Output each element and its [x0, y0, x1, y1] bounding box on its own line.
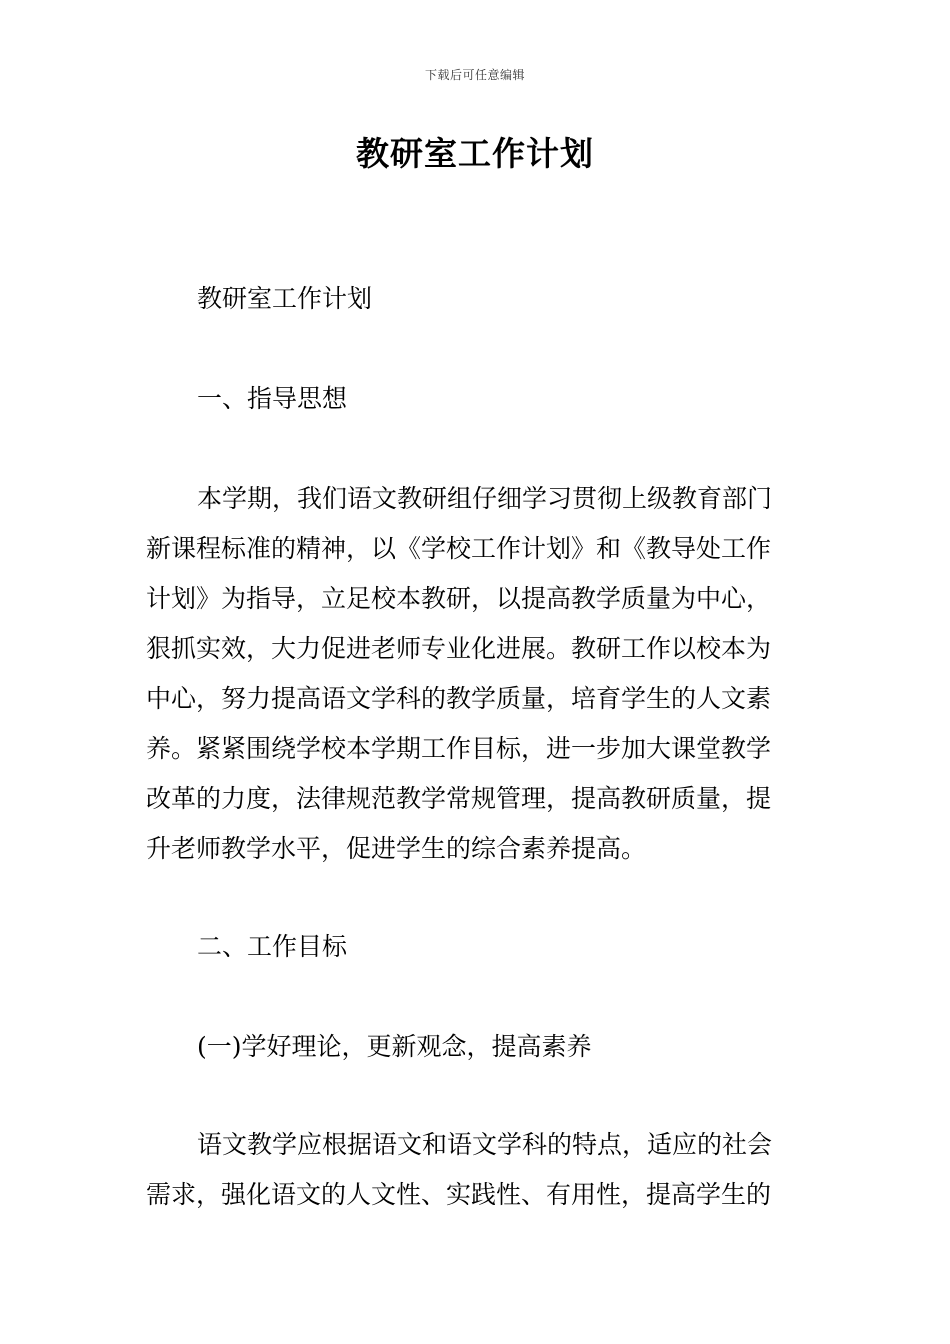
- section-heading-2: 二、工作目标: [197, 932, 348, 961]
- page-title: 教研室工作计划: [356, 134, 594, 173]
- subtitle: 教研室工作计划: [197, 284, 373, 313]
- paragraph-line: 新课程标准的精神，以《学校工作计划》和《教导处工作: [146, 534, 772, 563]
- paragraph-line: 升老师教学水平，促进学生的综合素养提高。: [146, 834, 647, 863]
- paragraph-line: 计划》为指导，立足校本教研，以提高教学质量为中心，: [146, 584, 772, 613]
- paragraph-line: 狠抓实效，大力促进老师专业化进展。教研工作以校本为: [146, 634, 772, 663]
- paragraph-line: 中心，努力提高语文学科的教学质量，培育学生的人文素: [146, 684, 772, 713]
- paragraph-line: 本学期，我们语文教研组仔细学习贯彻上级教育部门: [197, 484, 773, 513]
- paragraph-line: 改革的力度，法律规范教学常规管理，提高教研质量，提: [146, 784, 772, 813]
- header-note: 下载后可任意编辑: [424, 68, 525, 82]
- paragraph-line: 养。紧紧围绕学校本学期工作目标，进一步加大课堂教学: [146, 734, 772, 763]
- paragraph-line: 需求，强化语文的人文性、实践性、有用性，提高学生的: [146, 1180, 772, 1209]
- paragraph-line: 语文教学应根据语文和语文学科的特点，适应的社会: [197, 1130, 773, 1159]
- subsection-heading-1: (一)学好理论，更新观念，提高素养: [197, 1032, 592, 1061]
- section-heading-1: 一、指导思想: [197, 384, 348, 413]
